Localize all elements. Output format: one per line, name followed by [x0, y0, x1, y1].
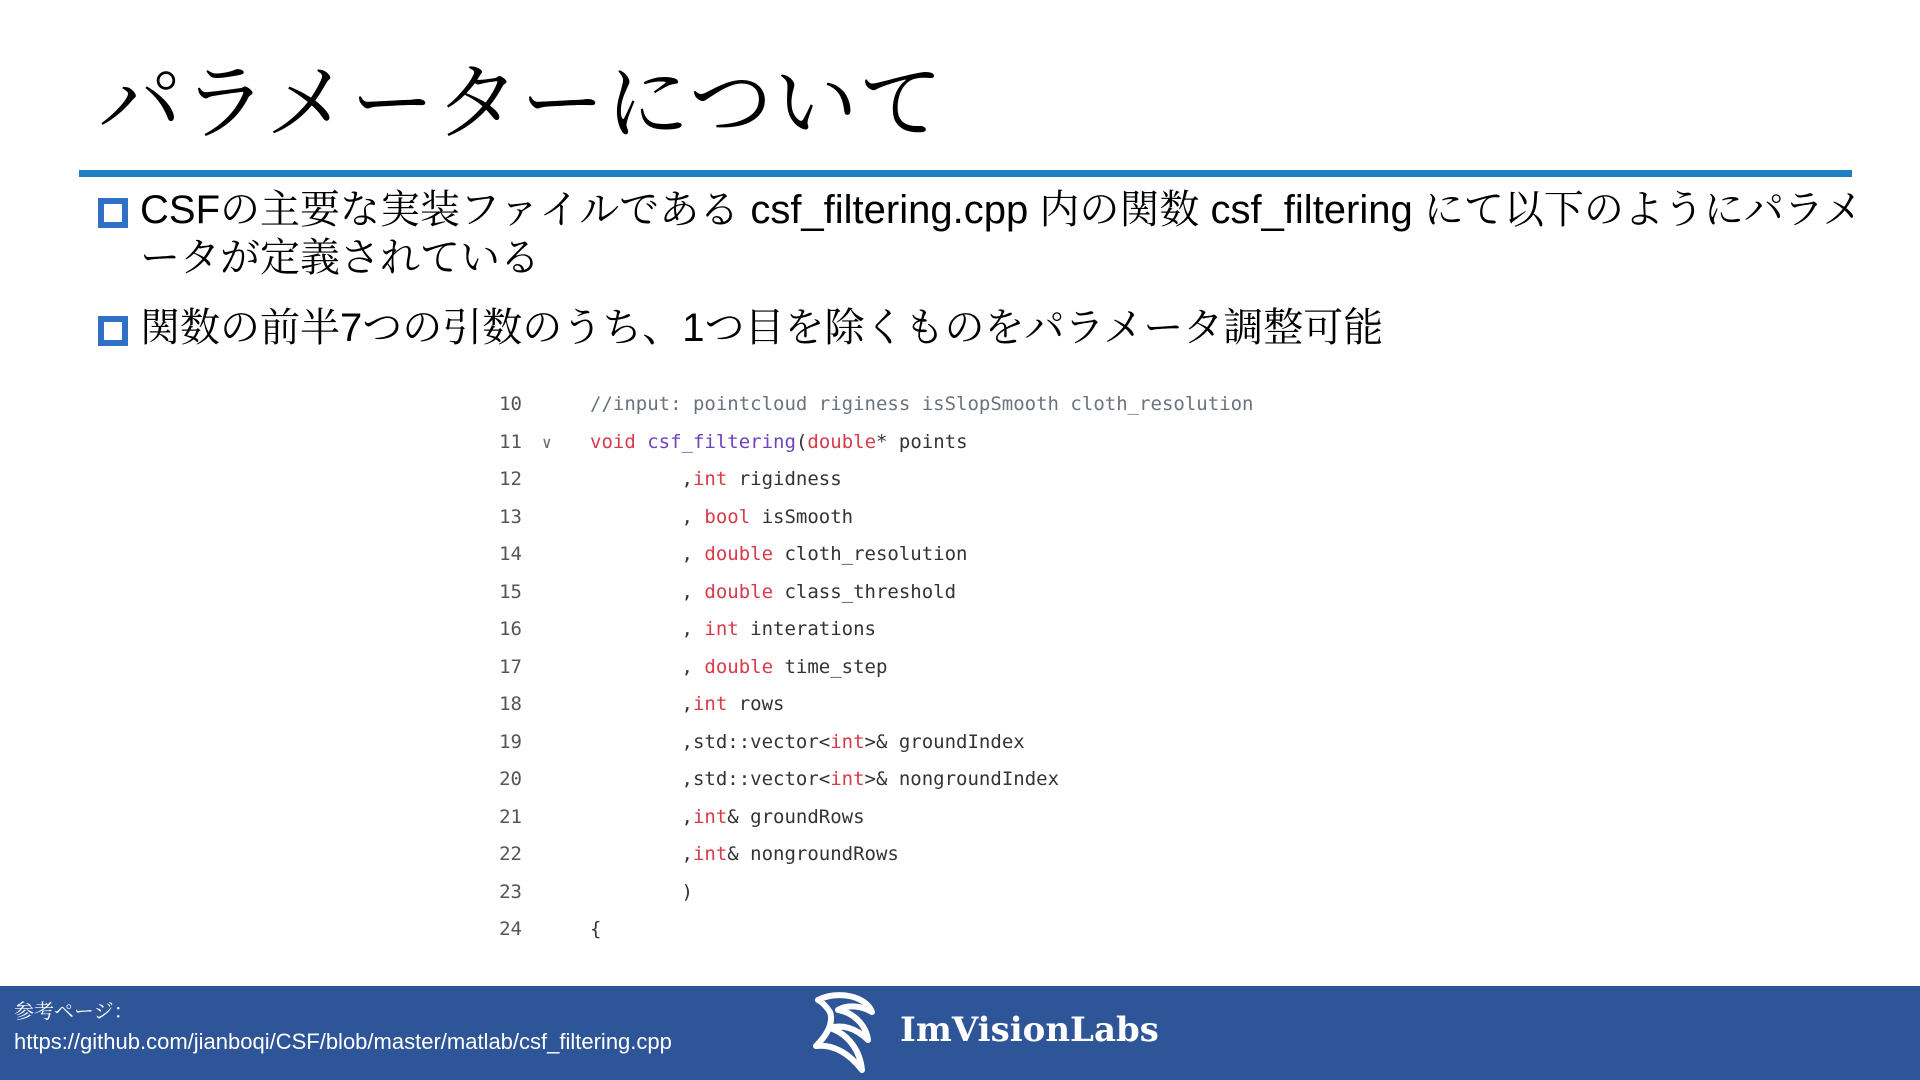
code-token: int [692, 693, 728, 715]
company-logo-text: ImVisionLabs [900, 1010, 1159, 1050]
code-token: interations [738, 618, 876, 640]
code-token: double [704, 580, 774, 603]
line-number: 15 [499, 580, 522, 603]
code-token: ,std::vector< [590, 730, 831, 753]
line-number: 24 [499, 918, 522, 940]
line-number: 20 [499, 768, 522, 790]
square-bullet-icon [98, 316, 128, 346]
code-token: //input: pointcloud riginess isSlopSmooth cloth_resolution [590, 393, 1254, 415]
code-token: ( [795, 430, 808, 453]
code-token: & groundRows [727, 805, 865, 828]
code-token: , [590, 843, 693, 865]
code-token: & nongroundRows [727, 843, 899, 865]
code-token: isSmooth [750, 505, 854, 528]
title-underline [79, 170, 1852, 177]
line-number: 19 [499, 730, 522, 753]
code-text [590, 649, 887, 687]
code-token: time_step [773, 655, 888, 678]
code-text [590, 836, 899, 874]
code-text [590, 574, 956, 612]
code-token: int [704, 618, 739, 640]
bullet-list [98, 186, 1888, 374]
line-number: 11 [499, 430, 522, 453]
line-number: 14 [499, 543, 522, 565]
code-token: double [704, 655, 774, 678]
code-token: rigidness [727, 468, 842, 490]
code-token: bool [704, 505, 751, 528]
reference-label: 参考ページ： [14, 1001, 134, 1023]
code-text [590, 761, 1059, 799]
code-text [590, 461, 842, 499]
code-token: , [590, 505, 705, 528]
code-token: void [590, 430, 636, 453]
code-token: cloth_resolution [773, 543, 968, 565]
code-token: >& nongroundIndex [864, 768, 1060, 790]
code-text [590, 686, 784, 724]
code-token: int [830, 730, 865, 753]
bullet-text: 関数の前半7つの引数のうち、1つ目を除くものをパラメータ調整可能 [140, 306, 1384, 350]
code-token [636, 431, 647, 453]
code-token: class_threshold [773, 580, 957, 603]
line-number: 22 [499, 843, 522, 865]
code-token: , [590, 543, 705, 565]
code-token: double [807, 430, 877, 453]
line-number: 13 [499, 505, 522, 528]
line-number: 18 [499, 693, 522, 715]
line-number: 21 [499, 805, 522, 828]
code-text [590, 799, 865, 837]
code-token: >& groundIndex [864, 730, 1025, 753]
square-bullet-icon [98, 198, 128, 228]
code-token: double [704, 543, 774, 565]
code-text [590, 874, 693, 912]
slide-title: パラメーターについて [98, 56, 944, 150]
code-token: int [692, 468, 728, 490]
code-token: , [590, 580, 705, 603]
line-number: 10 [499, 393, 522, 415]
code-text [590, 386, 1253, 424]
imvisionlabs-logo-icon [808, 990, 884, 1076]
code-text [590, 911, 601, 949]
code-token: { [590, 918, 602, 940]
reference-url[interactable]: https://github.com/jianboqi/CSF/blob/master/matlab/csf_filtering.cpp [14, 1029, 672, 1054]
code-text [590, 499, 853, 537]
bullet-text: CSFの主要な実装ファイルである csf_filtering.cpp 内の関数 csf_filtering にて以下のようにパラメータが定義されている [140, 188, 1863, 280]
bullet-item [98, 186, 1888, 282]
code-token: csf_filtering [647, 430, 796, 453]
line-number: 12 [499, 468, 522, 490]
code-token: , [590, 618, 705, 640]
code-token: , [590, 693, 693, 715]
code-token: int [692, 843, 728, 865]
fold-chevron-icon[interactable]: ∨ [542, 432, 552, 452]
code-token: int [830, 768, 865, 790]
code-token: int [692, 805, 728, 828]
line-number: 17 [499, 655, 522, 678]
footer-bar [0, 986, 1920, 1080]
line-number: 16 [499, 618, 522, 640]
code-token: * points [876, 430, 968, 453]
bullet-item [98, 304, 1888, 352]
code-text [590, 536, 968, 574]
code-token: ,std::vector< [590, 768, 831, 790]
code-token: , [590, 805, 693, 828]
code-token: , [590, 468, 693, 490]
code-text [590, 724, 1025, 762]
code-text [590, 611, 876, 649]
code-token: , [590, 655, 705, 678]
code-text [590, 424, 968, 462]
code-token: ) [590, 880, 693, 903]
code-token: rows [727, 693, 785, 715]
line-number: 23 [499, 880, 522, 903]
